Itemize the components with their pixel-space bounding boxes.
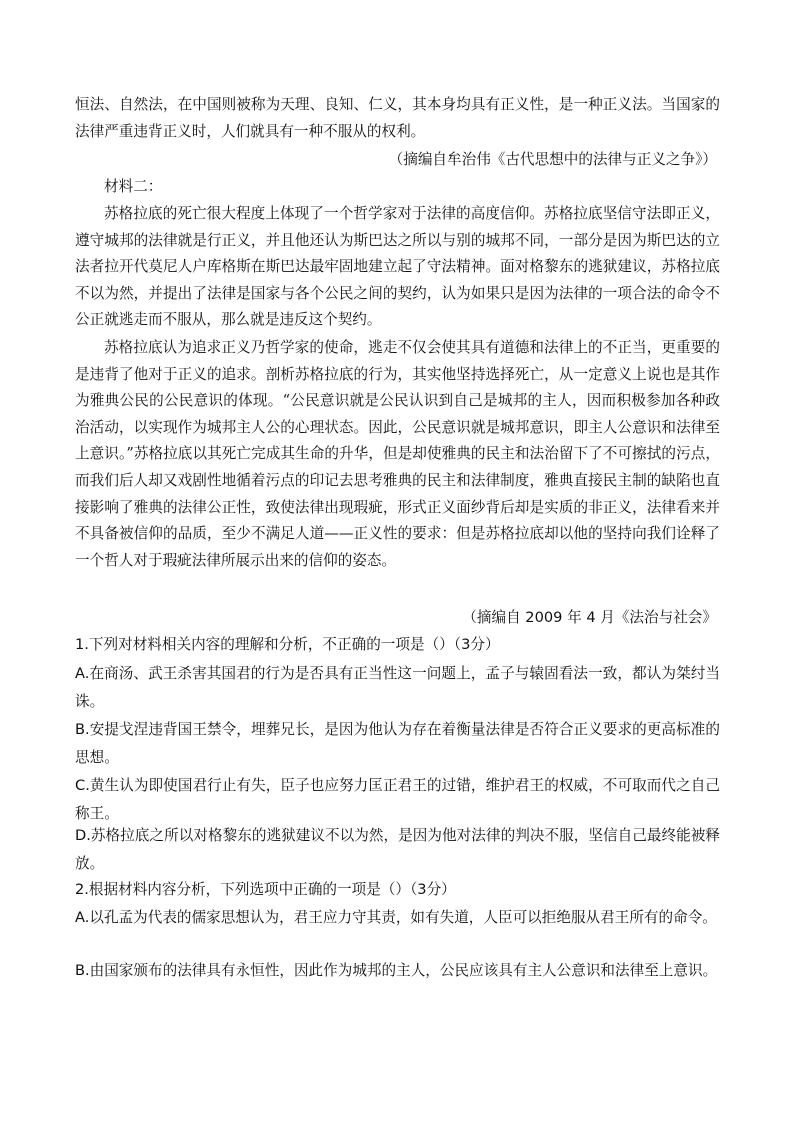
material2-paragraph-2: 苏格拉底认为追求正义乃哲学家的使命，逃走不仅会使其具有道德和法律上的不正当，更重要的是违背了他对于正义的追求。剖析苏格拉底的行为，其实他坚持选择死亡，从一定意义上说也是其作为雅典公民的公民意识的体现。“公民意识就是公民认识到自己是城邦的主人，因而积极参加各种政治活动，以实现作为城邦主人公的心理状态。因此，公民意识就是城邦意识，即主人公意识和法律至上意识。”苏格拉底以其死亡完成其生命的升华，但是却使雅典的民主和法治留下了不可擦拭的污点，而我们后人却又戏剧性地循着污点的印记去思考雅典的民主和法律制度，雅典直接民主制的缺陷也直接影响了雅典的法律公正性，致使法律出现瑕疵，形式正义面纱背后却是实质的非正义，法律看来并不具备被信仰的品质，至少不满足人道——正义性的要求：但是苏格拉底却以他的坚持向我们诠释了一个哲人对于瑕疵法律所展示出来的信仰的姿态。 [75, 339, 720, 569]
question-1-option-d: D.苏格拉底之所以对格黎东的逃狱建议不以为然，是因为他对法律的判决不服，坚信自己最终能被释放。 [75, 827, 720, 873]
question-1-stem: 1.下列对材料相关内容的理解和分析，不正确的一项是（）（3分） [75, 636, 500, 653]
question-2-option-a: A.以孔孟为代表的儒家思想认为，君王应力守其责，如有失道，人臣可以拒绝服从君王所有的命令。 [75, 909, 717, 926]
question-1-option-b: B.安提戈涅违背国王禁令，埋葬兄长，是因为他认为存在着衡量法律是否符合正义要求的更高标准的思想。 [75, 721, 720, 767]
question-1-option-a: A.在商汤、武王杀害其国君的行为是否具有正当性这一问题上，孟子与辕固看法一致，都认为桀纣当诛。 [75, 665, 720, 711]
material2-source: （摘编自 2009 年 4 月《法治与社会》 [462, 609, 717, 626]
question-2-option-b: B.由国家颁布的法律具有永恒性，因此作为城邦的主人，公民应该具有主人公意识和法律至上意识。 [75, 962, 718, 979]
material1-source: （摘编自牟治伟《古代思想中的法律与正义之争》） [388, 151, 717, 168]
material2-paragraph-1: 苏格拉底的死亡很大程度上体现了一个哲学家对于法律的高度信仰。苏格拉底坚信守法即正义，遵守城邦的法律就是行正义，并且他还认为斯巴达之所以与别的城邦不同，一部分是因为斯巴达的立法者拉开代莫尼人户库格斯在斯巴达最牢固地建立起了守法精神。面对格黎东的逃狱建议，苏格拉底不以为然，并提出了法律是国家与各个公民之间的契约，认为如果只是因为法律的一项合法的命令不公正就逃走而不服从，那么就是违反这个契约。 [75, 205, 720, 329]
material1-tail-paragraph: 恒法、自然法，在中国则被称为天理、良知、仁义，其本身均具有正义性，是一种正义法。当国家的法律严重违背正义时，人们就具有一种不服从的权利。 [75, 96, 720, 140]
question-2-stem: 2.根据材料内容分析，下列选项中正确的一项是（）（3分） [75, 881, 456, 898]
material2-label: 材料二： [104, 178, 163, 195]
question-1-option-c: C.黄生认为即使国君行止有失，臣子也应努力匡正君王的过错，维护君王的权威，不可取而代之自己称王。 [75, 777, 720, 823]
